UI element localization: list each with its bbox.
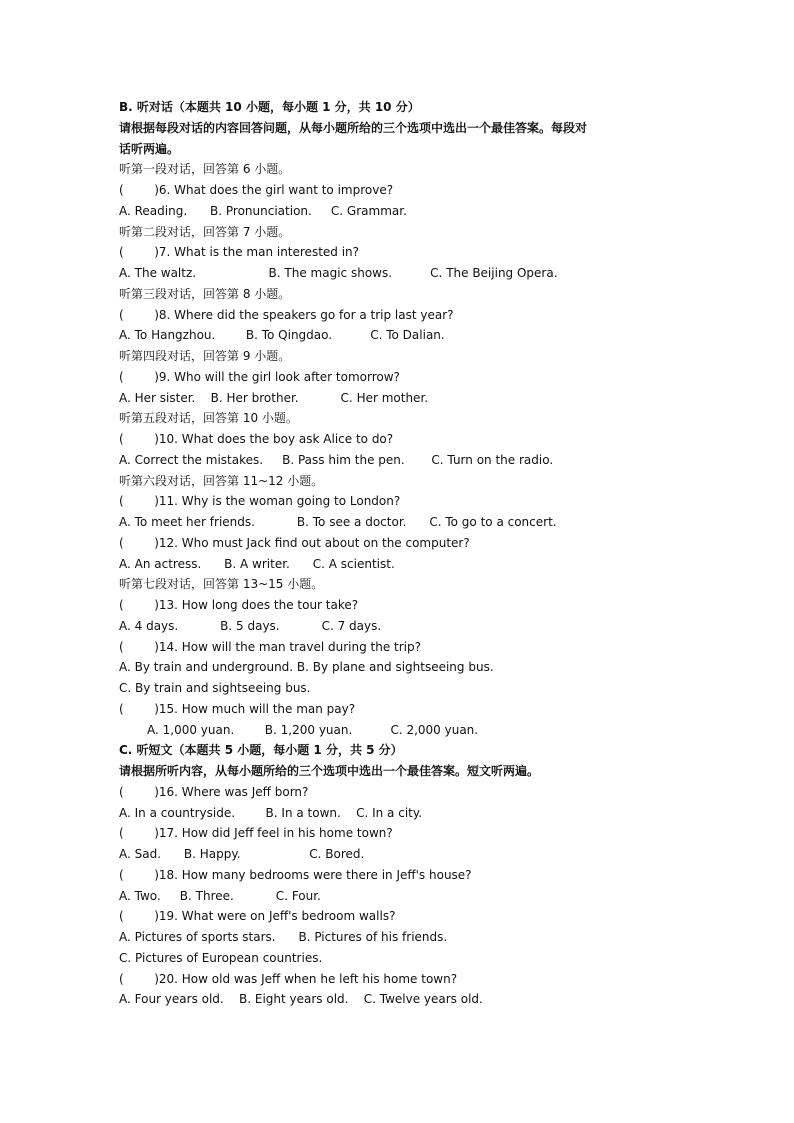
options-line: A. An actress. B. A writer. C. A scientist. <box>119 556 395 571</box>
section-heading: 请根据所听内容，从每小题所给的三个选项中选出一个最佳答案。短文听两遍。 <box>119 764 540 778</box>
instruction-line: 听第一段对话，回答第 6 小题。 <box>119 162 291 177</box>
question-line: ( )15. How much will the man pay? <box>119 701 356 716</box>
options-line: C. Pictures of European countries. <box>119 950 323 965</box>
options-line: A. To Hangzhou. B. To Qingdao. C. To Dalian. <box>119 328 445 343</box>
question-line: ( )16. Where was Jeff born? <box>119 784 309 799</box>
question-line: ( )8. Where did the speakers go for a trip last year? <box>119 307 454 322</box>
options-line: A. Reading. B. Pronunciation. C. Grammar. <box>119 203 407 218</box>
options-line: A. Sad. B. Happy. C. Bored. <box>119 847 365 861</box>
document-page <box>119 97 719 1010</box>
instruction-line: 听第四段对话，回答第 9 小题。 <box>119 349 291 363</box>
question-line: ( )9. Who will the girl look after tomorrow? <box>119 369 400 384</box>
options-line: A. Correct the mistakes. B. Pass him the pen. C. Turn on the radio. <box>119 452 554 467</box>
instruction-line: 听第三段对话，回答第 8 小题。 <box>119 286 291 301</box>
options-line: A. 4 days. B. 5 days. C. 7 days. <box>119 618 382 633</box>
section-heading: C. 听短文（本题共 5 小题，每小题 1 分，共 5 分） <box>119 743 403 758</box>
question-line: ( )7. What is the man interested in? <box>119 245 360 260</box>
instruction-line: 听第二段对话，回答第 7 小题。 <box>119 224 291 239</box>
options-line: A. By train and underground. B. By plane and sightseeing bus. <box>119 660 494 675</box>
question-line: ( )12. Who must Jack find out about on the computer? <box>119 535 470 550</box>
section-heading: B. 听对话（本题共 10 小题，每小题 1 分，共 10 分） <box>119 100 420 114</box>
question-line: ( )10. What does the boy ask Alice to do? <box>119 432 394 446</box>
question-line: ( )20. How old was Jeff when he left his home town? <box>119 971 458 986</box>
question-line: ( )17. How did Jeff feel in his home town? <box>119 826 393 841</box>
options-line: C. By train and sightseeing bus. <box>119 681 311 695</box>
question-line: ( )13. How long does the tour take? <box>119 598 359 612</box>
question-line: ( )19. What were on Jeff's bedroom walls? <box>119 909 396 924</box>
options-line: A. Two. B. Three. C. Four. <box>119 888 321 903</box>
options-line: A. Four years old. B. Eight years old. C. Twelve years old. <box>119 992 483 1007</box>
question-line: ( )6. What does the girl want to improve? <box>119 183 394 197</box>
instruction-line: 听第五段对话，回答第 10 小题。 <box>119 411 298 426</box>
question-line: ( )14. How will the man travel during the trip? <box>119 639 421 654</box>
options-line: A. To meet her friends. B. To see a doctor. C. To go to a concert. <box>119 515 557 529</box>
section-heading: 话听两遍。 <box>119 141 180 156</box>
options-line: A. In a countryside. B. In a town. C. In a city. <box>119 805 423 820</box>
instruction-line: 听第六段对话，回答第 11~12 小题。 <box>119 473 324 488</box>
options-line: A. Her sister. B. Her brother. C. Her mother. <box>119 390 429 405</box>
options-line: A. The waltz. B. The magic shows. C. The Beijing Opera. <box>119 266 558 280</box>
options-line: A. 1,000 yuan. B. 1,200 yuan. C. 2,000 yuan. <box>147 722 479 737</box>
question-line: ( )18. How many bedrooms were there in Jeff's house? <box>119 867 472 882</box>
instruction-line: 听第七段对话，回答第 13~15 小题。 <box>119 577 324 592</box>
options-line: A. Pictures of sports stars. B. Pictures of his friends. <box>119 930 448 944</box>
section-heading: 请根据每段对话的内容回答问题，从每小题所给的三个选项中选出一个最佳答案。每段对 <box>119 120 588 135</box>
question-line: ( )11. Why is the woman going to London? <box>119 494 401 509</box>
